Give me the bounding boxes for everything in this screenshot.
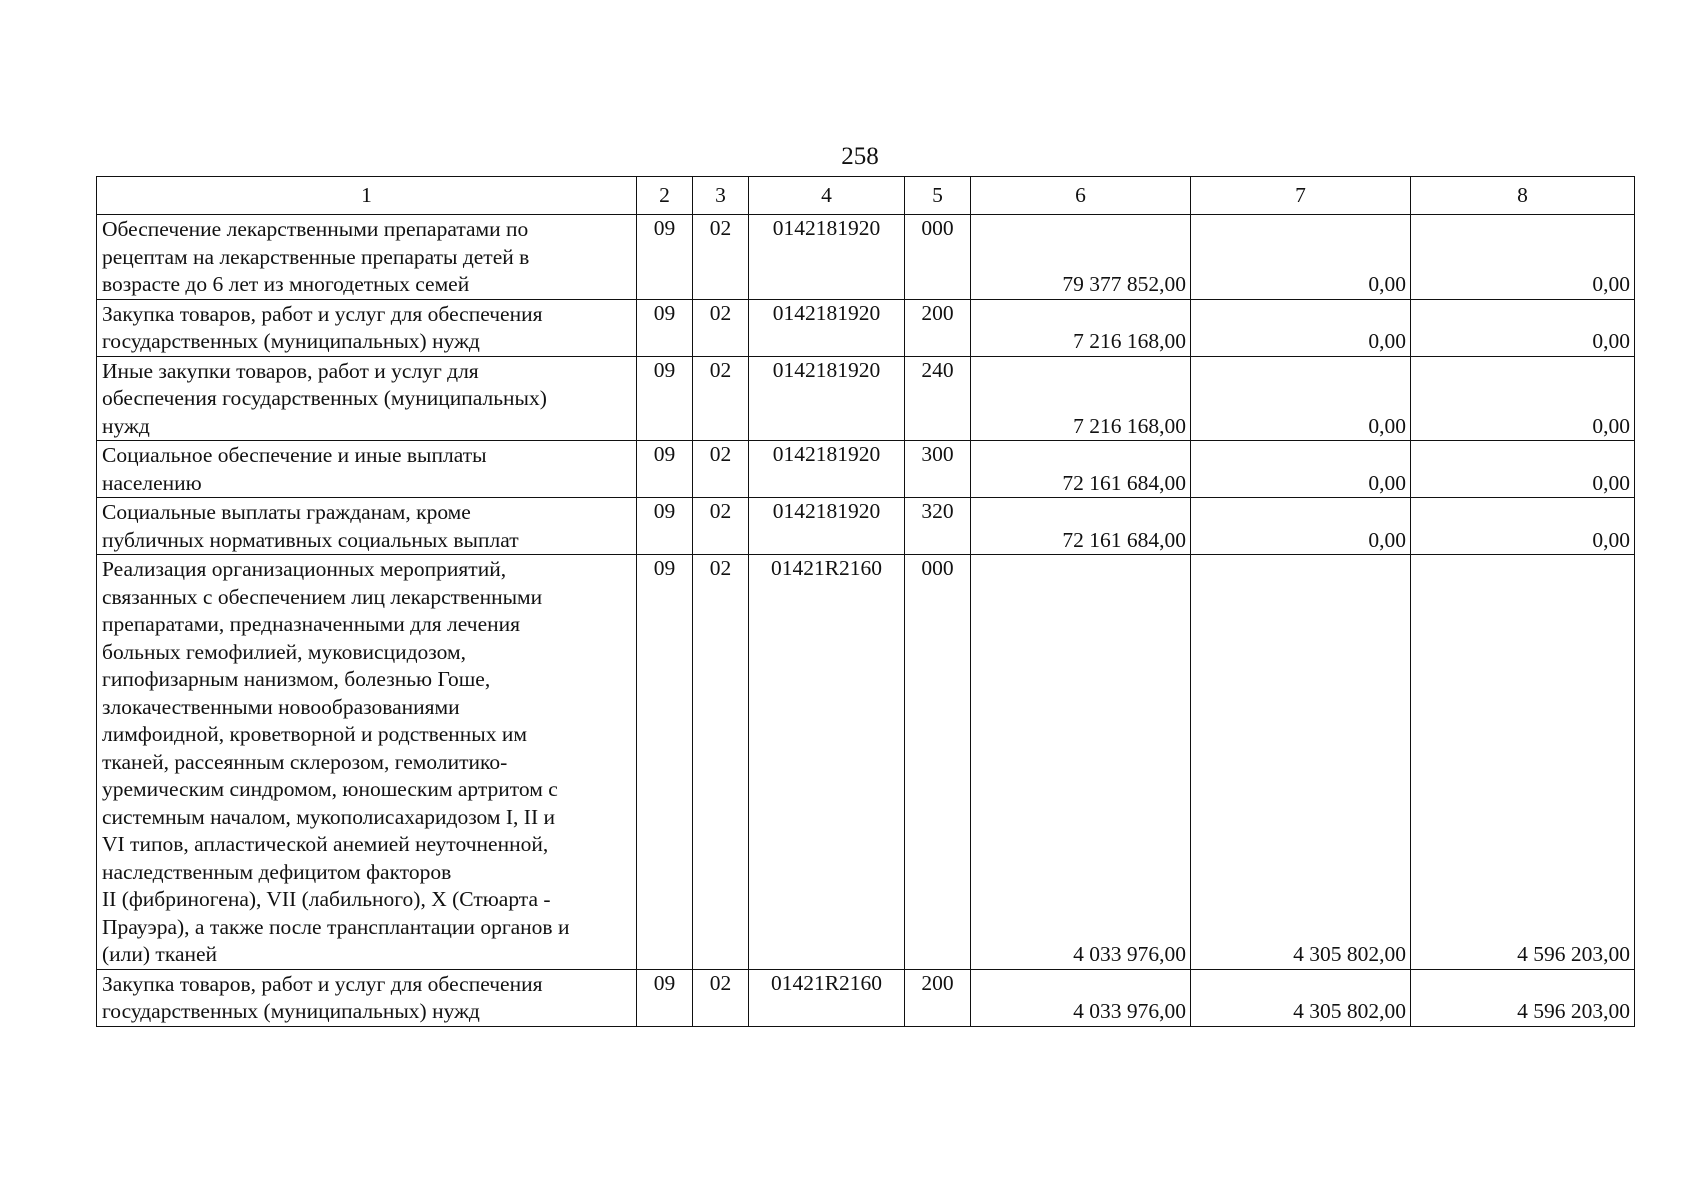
subsection-code-cell: 02: [693, 299, 749, 356]
target-article-code-cell: 0142181920: [749, 498, 905, 555]
column-header: 8: [1411, 177, 1635, 215]
section-code-cell: 09: [637, 356, 693, 441]
target-article-code-cell: 0142181920: [749, 215, 905, 300]
subsection-code-cell: 02: [693, 555, 749, 970]
budget-table: [96, 176, 1635, 1027]
amount-cell: 0,00: [1191, 299, 1411, 356]
table-row: [97, 969, 1635, 1026]
column-header: 2: [637, 177, 693, 215]
amount-cell: 0,00: [1191, 441, 1411, 498]
target-article-code-cell: 0142181920: [749, 356, 905, 441]
expense-name-cell: Иные закупки товаров, работ и услуг для обеспечения государственных (муниципальных) нужд: [97, 356, 637, 441]
target-article-code-cell: 01421R2160: [749, 555, 905, 970]
table-row: [97, 299, 1635, 356]
expense-type-code-cell: 000: [905, 555, 971, 970]
expense-type-code-cell: 300: [905, 441, 971, 498]
amount-cell: 4 596 203,00: [1411, 969, 1635, 1026]
section-code-cell: 09: [637, 215, 693, 300]
subsection-code-cell: 02: [693, 969, 749, 1026]
expense-name-cell: Реализация организационных мероприятий, связанных с обеспечением лиц лекарственными препаратами, предназначенными для лечения больных гемофилией, муковисцидозом, гипофизарным нанизмом, болезнью Гоше, злокачественными новообразованиями лимфоидной, кроветворной и родственных им тканей, рассеянным склерозом, гемолитико- уремическим синдромом, юношеским артритом с системным началом, мукополисахаридозом I, II и VI типов, апластической анемией неуточненной, наследственным дефицитом факторов II (фибриногена), VII (лабильного), X (Стюарта - Прауэра), а также после трансплантации органов и (или) тканей: [97, 555, 637, 970]
subsection-code-cell: 02: [693, 356, 749, 441]
expense-type-code-cell: 240: [905, 356, 971, 441]
amount-cell: 7 216 168,00: [971, 356, 1191, 441]
section-code-cell: 09: [637, 299, 693, 356]
section-code-cell: 09: [637, 498, 693, 555]
amount-cell: 4 596 203,00: [1411, 555, 1635, 970]
table-body: [97, 177, 1635, 1027]
table-header-row: [97, 177, 1635, 215]
section-code-cell: 09: [637, 969, 693, 1026]
table-row: [97, 498, 1635, 555]
amount-cell: 0,00: [1191, 215, 1411, 300]
column-header: 4: [749, 177, 905, 215]
expense-name-cell: Закупка товаров, работ и услуг для обеспечения государственных (муниципальных) нужд: [97, 969, 637, 1026]
expense-type-code-cell: 200: [905, 969, 971, 1026]
amount-cell: 72 161 684,00: [971, 441, 1191, 498]
table-row: [97, 215, 1635, 300]
subsection-code-cell: 02: [693, 215, 749, 300]
amount-cell: 7 216 168,00: [971, 299, 1191, 356]
expense-name-cell: Обеспечение лекарственными препаратами по рецептам на лекарственные препараты детей в возрасте до 6 лет из многодетных семей: [97, 215, 637, 300]
column-header: 6: [971, 177, 1191, 215]
subsection-code-cell: 02: [693, 498, 749, 555]
amount-cell: 0,00: [1411, 356, 1635, 441]
amount-cell: 72 161 684,00: [971, 498, 1191, 555]
amount-cell: 0,00: [1411, 299, 1635, 356]
amount-cell: 4 305 802,00: [1191, 969, 1411, 1026]
expense-name-cell: Социальные выплаты гражданам, кроме публичных нормативных социальных выплат: [97, 498, 637, 555]
table-row: [97, 356, 1635, 441]
amount-cell: 0,00: [1411, 441, 1635, 498]
section-code-cell: 09: [637, 441, 693, 498]
expense-type-code-cell: 200: [905, 299, 971, 356]
page-number: 258: [841, 143, 879, 170]
expense-name-cell: Социальное обеспечение и иные выплаты населению: [97, 441, 637, 498]
column-header: 3: [693, 177, 749, 215]
target-article-code-cell: 0142181920: [749, 299, 905, 356]
amount-cell: 0,00: [1411, 215, 1635, 300]
expense-type-code-cell: 320: [905, 498, 971, 555]
amount-cell: 4 033 976,00: [971, 555, 1191, 970]
amount-cell: 4 305 802,00: [1191, 555, 1411, 970]
column-header: 5: [905, 177, 971, 215]
table-row: [97, 555, 1635, 970]
target-article-code-cell: 0142181920: [749, 441, 905, 498]
amount-cell: 0,00: [1411, 498, 1635, 555]
expense-name-cell: Закупка товаров, работ и услуг для обеспечения государственных (муниципальных) нужд: [97, 299, 637, 356]
column-header: 1: [97, 177, 637, 215]
amount-cell: 79 377 852,00: [971, 215, 1191, 300]
subsection-code-cell: 02: [693, 441, 749, 498]
expense-type-code-cell: 000: [905, 215, 971, 300]
table-row: [97, 441, 1635, 498]
column-header: 7: [1191, 177, 1411, 215]
target-article-code-cell: 01421R2160: [749, 969, 905, 1026]
section-code-cell: 09: [637, 555, 693, 970]
amount-cell: 0,00: [1191, 356, 1411, 441]
amount-cell: 4 033 976,00: [971, 969, 1191, 1026]
amount-cell: 0,00: [1191, 498, 1411, 555]
